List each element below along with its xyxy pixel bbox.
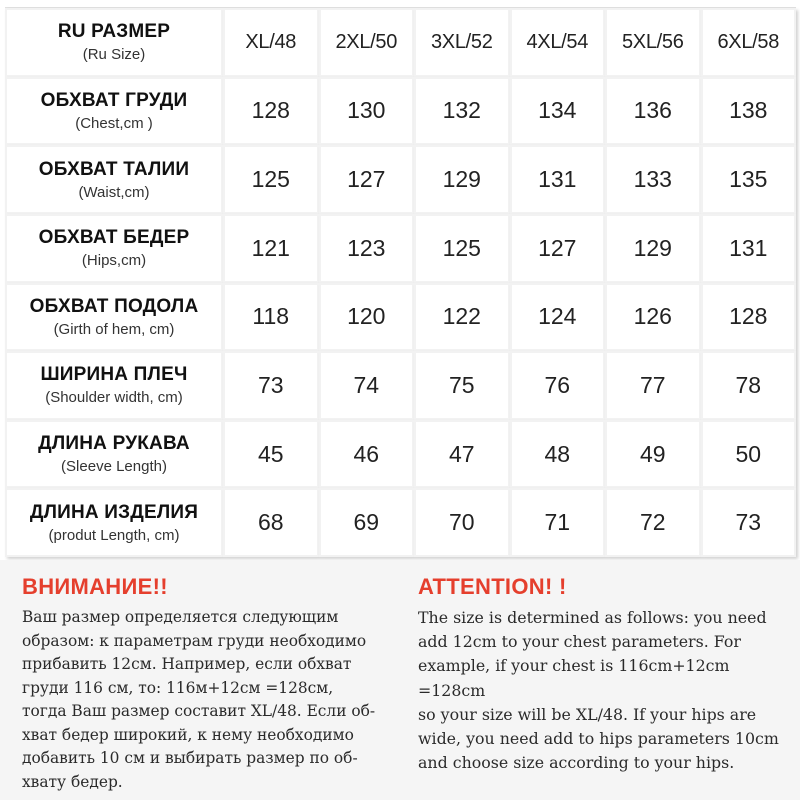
row-label-waist xyxy=(5,145,223,214)
table-cell xyxy=(414,283,510,352)
note-title-en: ATTENTION! ! xyxy=(418,574,567,599)
row-sub-label: (produt Length, cm) xyxy=(48,526,180,544)
cell-value: 49 xyxy=(639,440,666,467)
row-label-chest xyxy=(5,77,223,146)
size-code: 3XL/52 xyxy=(430,30,493,53)
row-label-hem xyxy=(5,283,223,352)
cell-value: 131 xyxy=(729,234,768,261)
table-cell xyxy=(223,214,319,283)
table-cell xyxy=(510,351,606,420)
table-cell xyxy=(510,283,606,352)
table-cell xyxy=(319,420,415,489)
cell-value: 132 xyxy=(442,97,481,124)
header-label: RU РАЗМЕР xyxy=(57,21,171,43)
cell-value: 138 xyxy=(729,97,768,124)
size-code: 2XL/50 xyxy=(335,30,398,53)
table-cell xyxy=(223,77,319,146)
table-cell xyxy=(701,351,797,420)
cell-value: 124 xyxy=(538,303,577,330)
note-title-ru: ВНИМАНИЕ!! xyxy=(22,574,168,599)
size-code: 4XL/54 xyxy=(526,30,589,53)
row-label-text: ДЛИНА ИЗДЕЛИЯ xyxy=(29,501,199,523)
table-cell xyxy=(223,420,319,489)
size-header-cell xyxy=(701,8,797,77)
note-text-ru: Ваш размер определяется следующим образом: к параметрам груди необходимо прибавить 12см. Например, если обхват груди 116 см, то: 116м+12см =128см, тогда Ваш размер составит XL/48. Если об- хват бедер широкий, к нему необходимо добавить 10 см и выбирать размер по об- хвату бедер. xyxy=(22,608,376,791)
cell-value: 47 xyxy=(448,440,475,467)
table-cell xyxy=(319,488,415,557)
table-cell xyxy=(701,283,797,352)
cell-value: 74 xyxy=(353,371,380,398)
table-cell xyxy=(605,351,701,420)
cell-value: 71 xyxy=(544,509,571,536)
cell-value: 48 xyxy=(544,440,571,467)
table-cell xyxy=(701,77,797,146)
table-cell xyxy=(701,488,797,557)
table-cell xyxy=(605,214,701,283)
note-russian xyxy=(22,574,402,794)
cell-value: 125 xyxy=(442,234,481,261)
row-sub-label: (Girth of hem, cm) xyxy=(53,320,175,338)
note-text-en: The size is determined as follows: you need add 12cm to your chest parameters. For example, if your chest is 116cm+12cm =128cm so your size will be XL/48. If your hips are wide, you need add to hips parameters 10cm and choose size according to your hips. xyxy=(418,608,779,773)
table-cell xyxy=(414,77,510,146)
table-cell xyxy=(414,145,510,214)
cell-value: 123 xyxy=(347,234,386,261)
table-cell xyxy=(223,351,319,420)
table-cell xyxy=(319,77,415,146)
table-cell xyxy=(414,351,510,420)
cell-value: 133 xyxy=(633,166,672,193)
cell-value: 46 xyxy=(353,440,380,467)
cell-value: 126 xyxy=(633,303,672,330)
cell-value: 125 xyxy=(251,166,290,193)
cell-value: 134 xyxy=(538,97,577,124)
row-label-length xyxy=(5,488,223,557)
cell-value: 128 xyxy=(251,97,290,124)
cell-value: 127 xyxy=(347,166,386,193)
cell-value: 78 xyxy=(735,371,762,398)
table-cell xyxy=(605,77,701,146)
row-label-text: ШИРИНА ПЛЕЧ xyxy=(40,364,188,386)
cell-value: 73 xyxy=(735,509,762,536)
note-english xyxy=(418,574,796,775)
row-sub-label: (Sleeve Length) xyxy=(61,458,167,476)
cell-value: 75 xyxy=(448,371,475,398)
cell-value: 76 xyxy=(544,371,571,398)
cell-value: 69 xyxy=(353,509,380,536)
row-label-sleeve xyxy=(5,420,223,489)
row-label-text: ДЛИНА РУКАВА xyxy=(38,433,190,455)
cell-value: 129 xyxy=(442,166,481,193)
row-sub-label: (Chest,cm ) xyxy=(75,114,153,132)
table-cell xyxy=(510,488,606,557)
row-sub-label: (Hips,cm) xyxy=(81,252,147,270)
size-code: 5XL/56 xyxy=(621,30,684,53)
header-size-label-cell xyxy=(5,8,223,77)
cell-value: 50 xyxy=(735,440,762,467)
size-chart-table xyxy=(5,7,796,557)
table-cell xyxy=(701,214,797,283)
cell-value: 128 xyxy=(729,303,768,330)
row-label-text: ОБХВАТ ПОДОЛА xyxy=(29,295,199,317)
cell-value: 130 xyxy=(347,97,386,124)
table-cell xyxy=(605,283,701,352)
cell-value: 120 xyxy=(347,303,386,330)
row-label-hips xyxy=(5,214,223,283)
table-cell xyxy=(223,145,319,214)
size-header-cell xyxy=(510,8,606,77)
table-cell xyxy=(701,420,797,489)
cell-value: 77 xyxy=(639,371,666,398)
table-cell xyxy=(414,420,510,489)
row-sub-label: (Shoulder width, cm) xyxy=(45,389,183,407)
cell-value: 135 xyxy=(729,166,768,193)
cell-value: 45 xyxy=(257,440,284,467)
size-header-cell xyxy=(605,8,701,77)
table-cell xyxy=(701,145,797,214)
cell-value: 118 xyxy=(252,303,290,330)
table-cell xyxy=(605,488,701,557)
cell-value: 72 xyxy=(639,509,666,536)
row-label-text: ОБХВАТ ТАЛИИ xyxy=(38,158,190,180)
cell-value: 68 xyxy=(257,509,284,536)
row-label-text: ОБХВАТ БЕДЕР xyxy=(38,227,190,249)
cell-value: 127 xyxy=(538,234,577,261)
cell-value: 73 xyxy=(257,371,284,398)
table-cell xyxy=(319,283,415,352)
size-code: 6XL/58 xyxy=(717,30,780,53)
table-cell xyxy=(414,214,510,283)
row-label-shoulder xyxy=(5,351,223,420)
size-code: XL/48 xyxy=(245,30,297,53)
cell-value: 129 xyxy=(633,234,672,261)
table-cell xyxy=(605,420,701,489)
table-cell xyxy=(510,77,606,146)
cell-value: 122 xyxy=(442,303,481,330)
cell-value: 131 xyxy=(538,166,577,193)
cell-value: 121 xyxy=(251,234,290,261)
table-cell xyxy=(414,488,510,557)
table-cell xyxy=(223,488,319,557)
header-sub-label: (Ru Size) xyxy=(82,46,146,64)
table-cell xyxy=(319,214,415,283)
size-notes-panel xyxy=(0,560,800,800)
table-cell xyxy=(319,145,415,214)
row-sub-label: (Waist,cm) xyxy=(78,183,150,201)
row-label-text: ОБХВАТ ГРУДИ xyxy=(40,89,188,111)
table-cell xyxy=(319,351,415,420)
cell-value: 70 xyxy=(448,509,475,536)
size-header-cell xyxy=(414,8,510,77)
size-header-cell xyxy=(223,8,319,77)
table-cell xyxy=(605,145,701,214)
table-cell xyxy=(510,420,606,489)
table-cell xyxy=(223,283,319,352)
size-header-cell xyxy=(319,8,415,77)
table-cell xyxy=(510,145,606,214)
cell-value: 136 xyxy=(633,97,672,124)
table-cell xyxy=(510,214,606,283)
